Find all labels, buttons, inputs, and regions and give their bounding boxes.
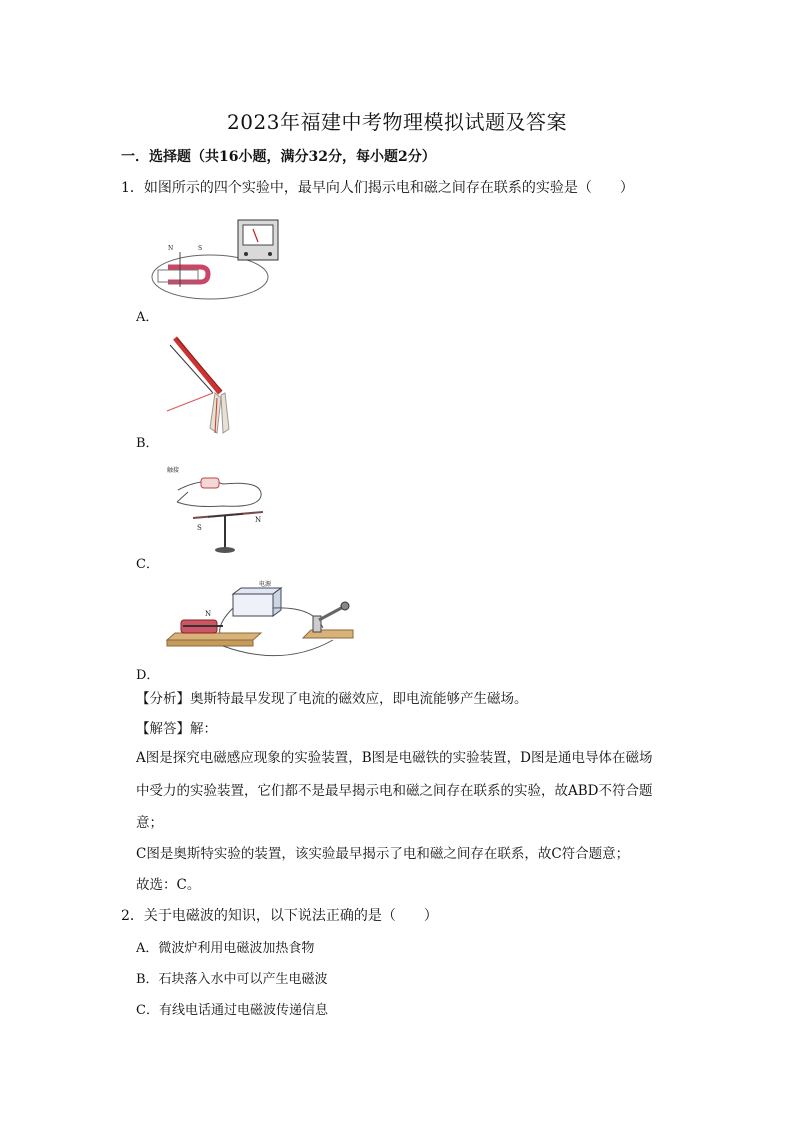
question-1-answer-line-3: 意； [136, 815, 163, 831]
figure-d-label-n: N [205, 610, 212, 618]
question-1-stem: 1．如图所示的四个实验中，最早向人们揭示电和磁之间存在联系的实验是（ ） [121, 180, 634, 196]
question-2-option-b: B．石块落入水中可以产生电磁波 [136, 972, 328, 987]
figure-a-label-s: S [198, 245, 203, 252]
figure-c-oersted-experiment [163, 462, 271, 560]
question-1-option-c: C． [136, 557, 159, 572]
figure-d-label-power: 电源 [259, 581, 272, 588]
question-1-answer-line-2: 中受力的实验装置，它们都不是最早揭示电和磁之间存在联系的实验，故ABD不符合题 [136, 783, 653, 799]
question-1-answer-line-1: A图是探究电磁感应现象的实验装置，B图是电磁铁的实验装置，D图是通电导体在磁场 [136, 750, 653, 766]
question-1-analysis: 【分析】奥斯特最早发现了电流的磁效应，即电流能够产生磁场。 [136, 691, 528, 707]
question-1-answer-line-4: C图是奥斯特实验的装置，该实验最早揭示了电和磁之间存在联系，故C符合题意； [136, 846, 630, 862]
question-2-stem: 2．关于电磁波的知识，以下说法正确的是（ ） [121, 908, 438, 924]
section-heading: 一．选择题（共16小题，满分32分，每小题2分） [121, 149, 436, 165]
figure-c-label-touch: 触接 [167, 467, 180, 474]
figure-d-motor-principle [163, 578, 358, 668]
question-1-answer-heading: 【解答】解： [136, 721, 217, 737]
page-title: 2023年福建中考物理模拟试题及答案 [227, 110, 567, 134]
question-1-option-d: D． [136, 668, 160, 683]
figure-c-label-s: S [197, 524, 202, 532]
question-1-answer-line-5: 故选：C。 [136, 877, 201, 893]
figure-a-induction-experiment [150, 212, 285, 307]
question-2-option-a: A．微波炉利用电磁波加热食物 [136, 941, 315, 956]
figure-b-electromagnet [165, 333, 245, 441]
question-1-option-a: A． [136, 310, 159, 325]
figure-a-label-n: N [168, 245, 174, 252]
figure-c-label-n: N [255, 516, 262, 524]
question-2-option-c: C．有线电话通过电磁波传递信息 [136, 1003, 328, 1018]
question-1-option-b: B． [136, 436, 159, 451]
